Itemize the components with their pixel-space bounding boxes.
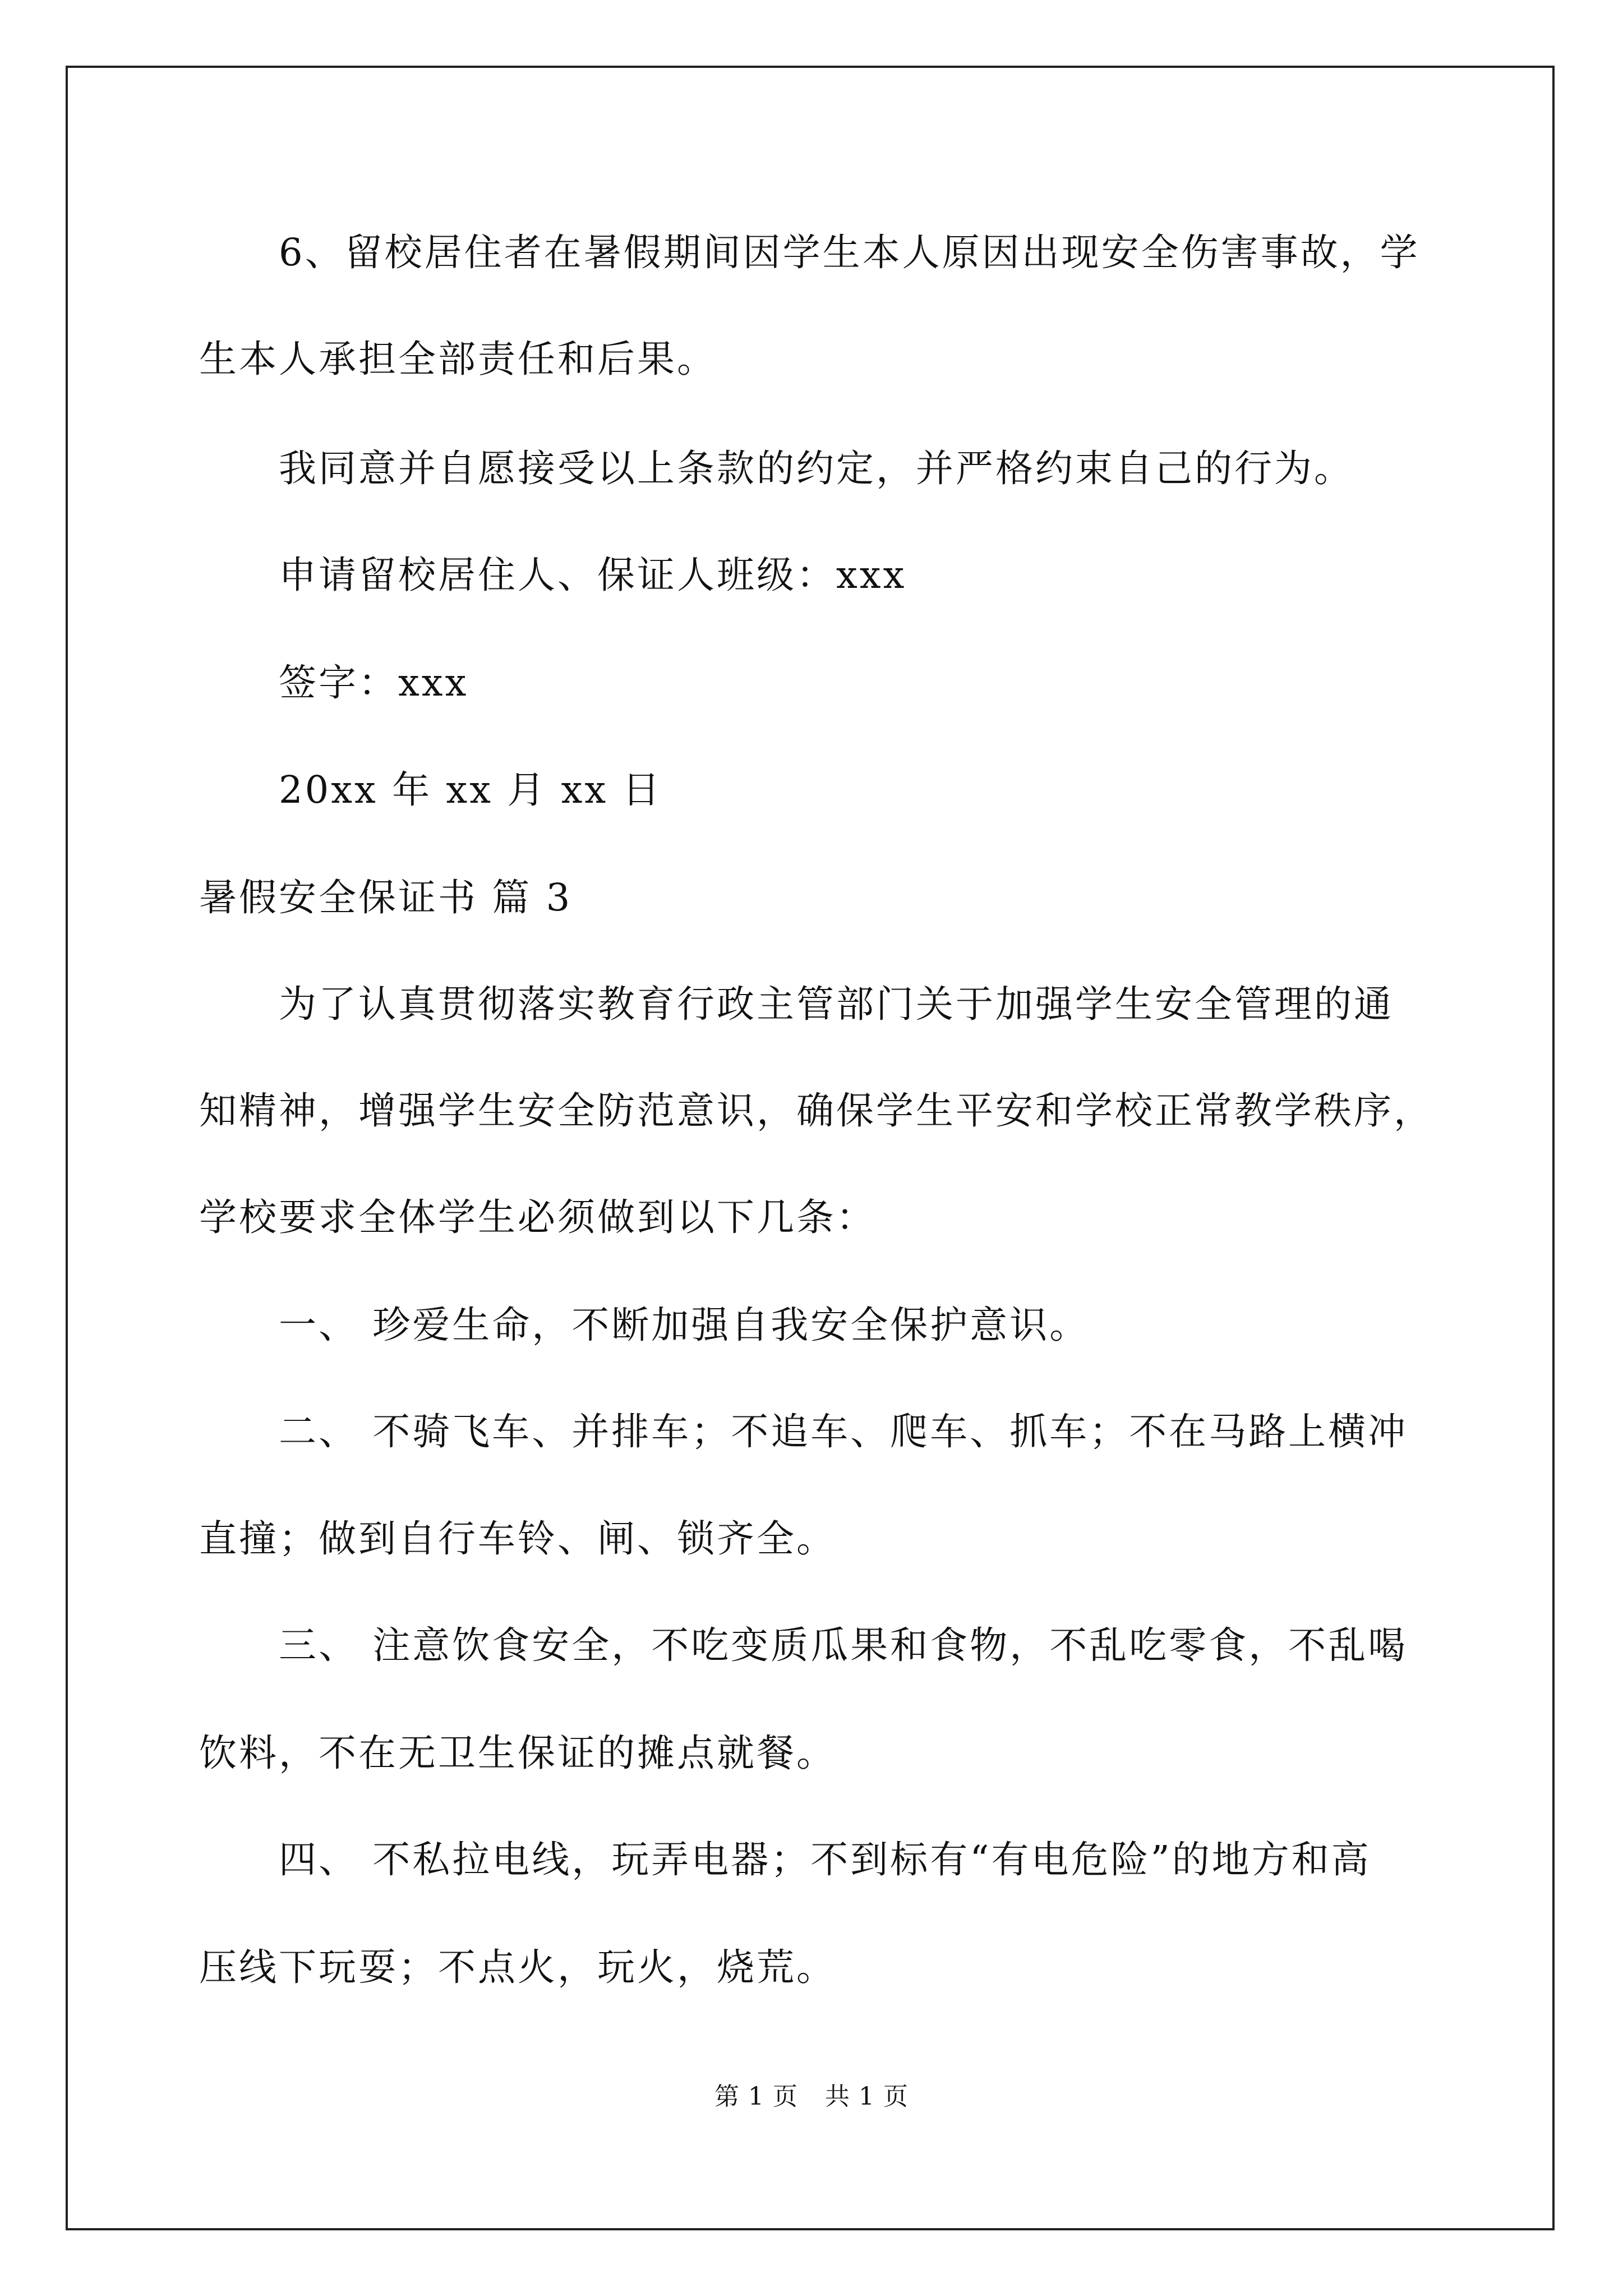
paragraph-line: 直撞；做到自行车铃、闸、锁齐全。 <box>199 1517 836 1561</box>
paragraph-line: 饮料，不在无卫生保证的摊点就餐。 <box>199 1731 836 1775</box>
list-item: 一、 珍爱生命，不断加强自我安全保护意识。 <box>279 1303 1090 1347</box>
date-line: 20xx 年 xx 月 xx 日 <box>279 768 662 812</box>
page-border <box>66 66 1555 2230</box>
list-item: 二、 不骑飞车、并排车；不追车、爬车、抓车；不在马路上横冲 <box>279 1410 1408 1453</box>
paragraph-line: 签字：xxx <box>279 661 469 705</box>
paragraph-line: 压线下玩耍；不点火，玩火，烧荒。 <box>199 1945 836 1989</box>
paragraph-line: 申请留校居住人、保证人班级：xxx <box>279 553 907 597</box>
page-total: 共 1 页 <box>825 2082 909 2111</box>
paragraph-line: 学校要求全体学生必须做到以下几条： <box>199 1195 876 1239</box>
section-title: 暑假安全保证书 篇 3 <box>199 876 573 919</box>
paragraph-line: 6、留校居住者在暑假期间因学生本人原因出现安全伤害事故，学 <box>279 231 1420 274</box>
paragraph-line: 我同意并自愿接受以上条款的约定，并严格约束自己的行为。 <box>279 447 1354 490</box>
page-footer <box>0 2081 1623 2113</box>
paragraph-line: 知精神，增强学生安全防范意识，确保学生平安和学校正常教学秩序， <box>199 1089 1433 1133</box>
paragraph-line: 为了认真贯彻落实教育行政主管部门关于加强学生安全管理的通 <box>279 982 1394 1026</box>
list-item: 三、 注意饮食安全，不吃变质瓜果和食物，不乱吃零食，不乱喝 <box>279 1623 1408 1667</box>
list-item: 四、 不私拉电线，玩弄电器；不到标有“有电危险”的地方和高 <box>279 1838 1371 1881</box>
page-number: 第 1 页 <box>714 2082 798 2111</box>
paragraph-line: 生本人承担全部责任和后果。 <box>199 337 717 381</box>
